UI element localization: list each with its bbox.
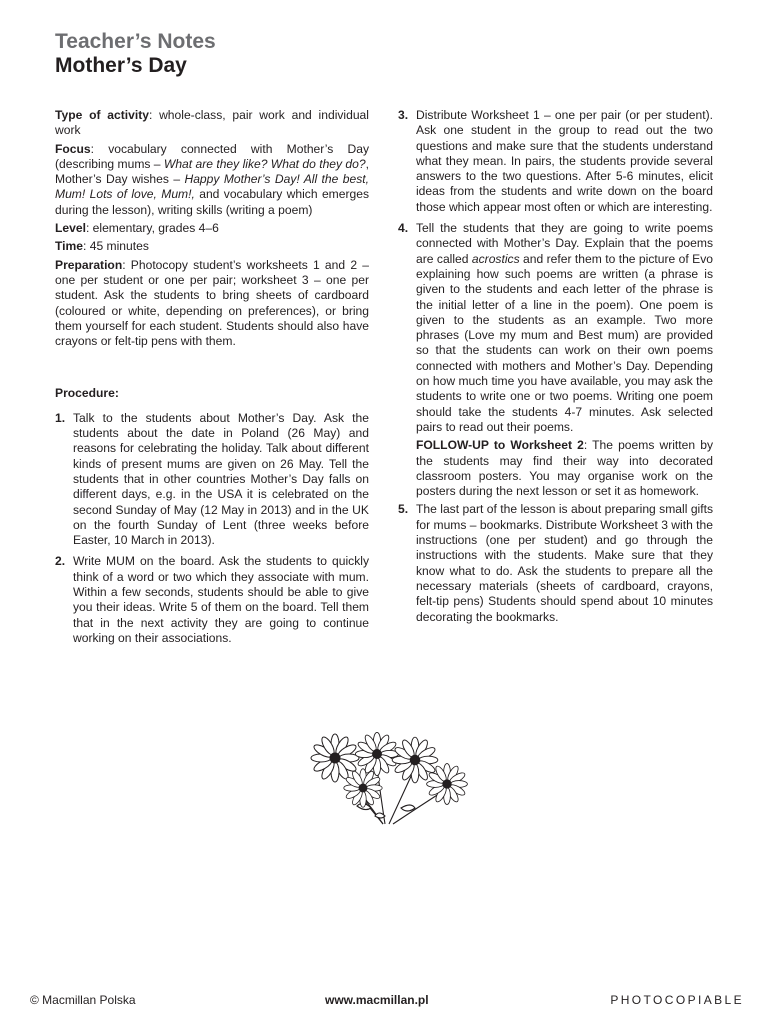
focus-text: , Mother’s Day wishes –	[55, 156, 369, 187]
focus-label: Focus	[55, 141, 91, 156]
level-label: Level	[55, 221, 86, 236]
focus-italic: Happy Mother’s Day! All the best, Mum! Lots of love, Mum!,	[55, 172, 369, 202]
daisy-flowers-svg	[305, 728, 473, 828]
procedure-list-right-2	[398, 502, 713, 624]
step-number: 3.	[398, 108, 409, 122]
type-of-activity	[55, 108, 369, 139]
procedure-step-5	[398, 502, 713, 624]
step-text: Talk to the students about Mother’s Day. Ask the students about the date in Poland (26 May) and reasons for celebrating the holiday. Talk about different kinds of present mums are given on 26 May. Tell the students that in other countries Mother’s Day falls on different days, e.g. in the USA it is celebrated on the second Sunday of May (12 May in 2013) and in the UK on the fourth Sunday of Lent (three weeks before Easter, 10 March in 2013).	[73, 410, 369, 548]
step-number: 2.	[55, 554, 66, 569]
procedure-step-3	[398, 108, 713, 215]
follow-up-label: FOLLOW-UP to Worksheet 2	[416, 438, 584, 453]
daisy-flowers-icon	[305, 728, 473, 828]
step-text: Tell the students that they are going to write poems connected with Mother’s Day. Explain that the poems are called	[416, 221, 713, 266]
follow-up-text: : The poems written by the students may find their way into decorated classroom posters. You may organise work on the posters during the next lesson or set it as homework.	[416, 438, 713, 499]
page-header	[55, 30, 216, 78]
focus-text: : vocabulary connected with Mother’s Day (describing mums –	[55, 141, 369, 171]
footer-website-link[interactable]: www.macmillan.pl	[325, 993, 429, 1007]
prep-text: : Photocopy student’s worksheets 1 and 2 – one per student or one per pair; worksheet 3 – one per student. Ask the students to bring sheets of cardboard (coloured or white, depending on preferences), or bring them yourself for each student. Students should also have crayons or felt-tip pens with them.	[55, 257, 369, 349]
step-number: 1.	[55, 410, 66, 425]
page-title-teachers-notes: Teacher’s Notes	[55, 30, 216, 53]
procedure-step-4	[398, 221, 713, 435]
right-column	[398, 108, 713, 631]
procedure-heading: Procedure:	[55, 386, 119, 401]
step-italic: acrostics	[471, 251, 520, 266]
level-text: : elementary, grades 4–6	[85, 221, 219, 236]
footer-photocopiable: PHOTOCOPIABLE	[610, 993, 744, 1007]
focus-italic: What are they like? What do they do?	[163, 156, 366, 171]
follow-up	[398, 438, 713, 499]
left-column	[55, 108, 369, 652]
focus	[55, 142, 369, 218]
step-number: 5.	[398, 502, 409, 517]
time-label: Time	[55, 239, 84, 254]
step-text: and refer them to the picture of Evo explaining how such poems are written (a phrase is given to the students and each letter of the phrase is the initial letter of a line in the poem). One poem is given to the students as an example. Two more phrases (Love my mum and Best mum) are provided so that the students can work on their own poems connected with mothers and Mother’s Day. Depending on how much time you have available, you may ask the students to write one or two poems. Writing one poem should take the students 4-7 minutes. Ask selected pairs to read out their poems.	[416, 251, 713, 434]
time-text: : 45 minutes	[83, 239, 149, 254]
procedure-step-2	[55, 554, 369, 646]
prep-label: Preparation	[55, 257, 123, 272]
procedure-step-1	[55, 411, 369, 549]
preparation	[55, 258, 369, 350]
step-text: Distribute Worksheet 1 – one per pair (or per student). Ask one student in the group to read out the two questions and make sure that the students understand what they mean. In pairs, the students provide several answers to the two questions. After 5-6 minutes, elicit ideas from the students and write down on the board those which appear most often or which are interesting.	[416, 108, 713, 214]
step-text: The last part of the lesson is about preparing small gifts for mums – bookmarks. Distribute Worksheet 3 with the instructions (one per student) and go through the instructions with the students. Make sure that they know what to do. Ask the students to prepare all the necessary materials (sheets of cardboard, crayons, felt-tip pens) Students should spend about 10 minutes decorating the bookmarks.	[416, 502, 713, 624]
page-footer	[0, 992, 768, 1008]
type-label: Type of activity	[55, 108, 149, 122]
step-text: Write MUM on the board. Ask the students to quickly think of a word or two which they associate with mum. Within a few seconds, students should be able to give you their ideas. Write 5 of them on the board. Tell them that in the next activity they are going to continue working on their associations.	[73, 554, 369, 645]
procedure-list-right	[398, 108, 713, 435]
focus-text: and vocabulary which emerges during the lesson), writing skills (writing a poem)	[55, 187, 369, 217]
page-title-mothers-day: Mother’s Day	[55, 54, 187, 77]
step-number: 4.	[398, 221, 409, 236]
procedure-list-left	[55, 411, 369, 646]
type-text: : whole-class, pair work and individual work	[55, 108, 369, 138]
time	[55, 239, 369, 254]
level	[55, 221, 369, 236]
footer-copyright: © Macmillan Polska	[30, 993, 136, 1007]
